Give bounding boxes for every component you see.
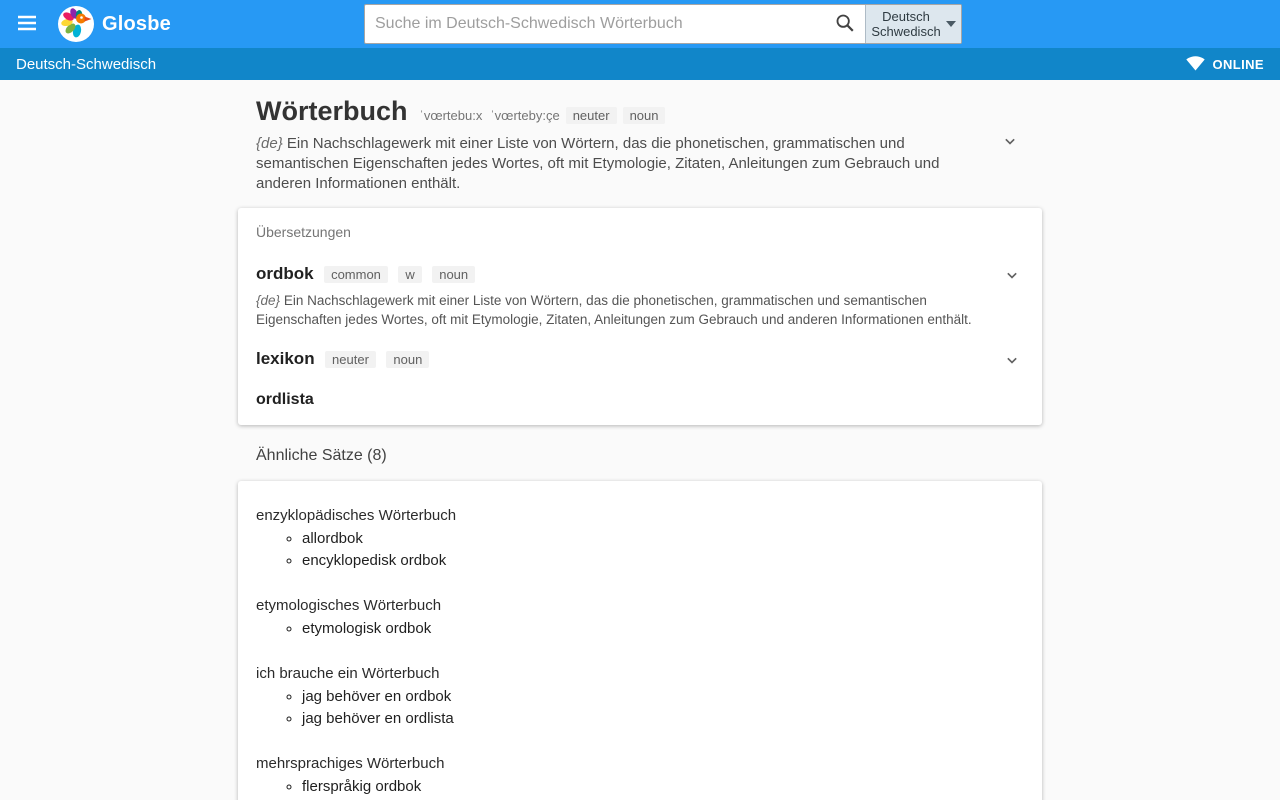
entry-title-row: [256, 96, 1024, 127]
brand-home-link[interactable]: [58, 6, 171, 42]
language-pair-select[interactable]: [865, 5, 961, 43]
translation-word-link[interactable]: ordbok: [256, 264, 314, 283]
search-bar: [364, 4, 962, 44]
phrase-translation-link[interactable]: ◦ jag behöver en ordbok: [302, 685, 1024, 707]
dropdown-caret-icon: [946, 21, 956, 27]
entry-header: [238, 96, 1042, 194]
search-icon: [834, 12, 856, 37]
phrase-group: [256, 597, 1024, 639]
grammar-tag: neuter: [325, 351, 376, 368]
language-to: Schwedisch: [871, 24, 941, 39]
grammar-tag: common: [324, 266, 388, 283]
search-input[interactable]: [365, 5, 825, 43]
phonetic-transcription: ˈvœrtebu:x: [419, 108, 483, 123]
phrase-translation-link[interactable]: ◦ encyklopedisk ordbok: [302, 549, 1024, 571]
translation-item: [256, 264, 1024, 329]
brand-name: Glosbe: [102, 12, 171, 35]
dictionary-nav-bar: [0, 48, 1280, 80]
translations-card: [238, 208, 1042, 425]
search-button[interactable]: [825, 5, 865, 43]
expand-translation-button[interactable]: [1000, 264, 1024, 288]
similar-phrases-card: [238, 481, 1042, 800]
entry-definition: [256, 134, 956, 194]
main-content: [238, 96, 1042, 800]
definition-text: Ein Nachschlagewerk mit einer Liste von Wörtern, das die phonetischen, grammatischen und semantischen Eigenschaften jedes Wortes, oft mit Etymologie, Zitaten, Anleitungen zum Gebrauch und anderen Informationen enthält.: [256, 293, 972, 327]
menu-button[interactable]: [12, 9, 42, 39]
glosbe-logo-icon: [58, 6, 94, 42]
translations-heading: Übersetzungen: [256, 224, 351, 240]
online-status-label: ONLINE: [1212, 56, 1264, 72]
chevron-down-icon: [1002, 265, 1022, 288]
translation-word-link[interactable]: ordlista: [256, 391, 314, 408]
definition-language-marker: {de}: [256, 135, 283, 152]
source-phrase-link[interactable]: etymologisches Wörterbuch: [256, 597, 442, 614]
phrase-translation-link[interactable]: ◦ jag behöver en ordlista: [302, 707, 1024, 729]
similar-phrases-heading: Ähnliche Sätze (8): [256, 447, 387, 464]
grammar-tag: noun: [386, 351, 429, 368]
definition-text: Ein Nachschlagewerk mit einer Liste von Wörtern, das die phonetischen, grammatischen und semantischen Eigenschaften jedes Wortes, oft mit Etymologie, Zitaten, Anleitungen zum Gebrauch und anderen Informationen enthält.: [256, 135, 940, 192]
expand-entry-button[interactable]: [998, 130, 1022, 154]
translation-word-link[interactable]: lexikon: [256, 349, 315, 368]
grammar-tag: noun: [432, 266, 475, 283]
breadcrumb-language-pair[interactable]: Deutsch-Schwedisch: [16, 55, 157, 73]
translation-item: [256, 349, 1024, 369]
source-phrase-link[interactable]: mehrsprachiges Wörterbuch: [256, 755, 445, 772]
definition-language-marker: {de}: [256, 293, 281, 308]
phonetic-transcription: ˈvœrteby:çe: [490, 108, 560, 123]
wifi-icon: [1186, 55, 1205, 74]
grammar-tag: w: [398, 266, 421, 283]
grammar-tag: noun: [623, 107, 666, 124]
online-status: [1186, 55, 1264, 74]
phrase-translation-list: [256, 775, 1024, 797]
app-header: [0, 0, 1280, 48]
language-from: Deutsch: [882, 9, 930, 24]
expand-translation-button[interactable]: [1000, 349, 1024, 373]
source-phrase-link[interactable]: ich brauche ein Wörterbuch: [256, 665, 440, 682]
phrase-translation-link[interactable]: ◦ allordbok: [302, 527, 1024, 549]
page-title-headword: Wörterbuch: [256, 96, 408, 126]
phrase-translation-list: [256, 617, 1024, 639]
source-phrase-link[interactable]: enzyklopädisches Wörterbuch: [256, 507, 457, 524]
menu-icon: [15, 11, 39, 38]
phrase-group: [256, 665, 1024, 729]
phrase-translation-link[interactable]: ◦ flerspråkig ordbok: [302, 775, 1024, 797]
phrase-translation-link[interactable]: ◦ etymologisk ordbok: [302, 617, 1024, 639]
chevron-down-icon: [1002, 350, 1022, 373]
chevron-down-icon: [1000, 131, 1020, 154]
phrase-translation-list: [256, 527, 1024, 571]
translation-definition: [256, 291, 986, 329]
phrase-translation-list: [256, 685, 1024, 729]
language-pair-label: [871, 9, 940, 39]
grammar-tag: neuter: [566, 107, 617, 124]
phrase-group: [256, 507, 1024, 571]
phrase-group: [256, 755, 1024, 797]
